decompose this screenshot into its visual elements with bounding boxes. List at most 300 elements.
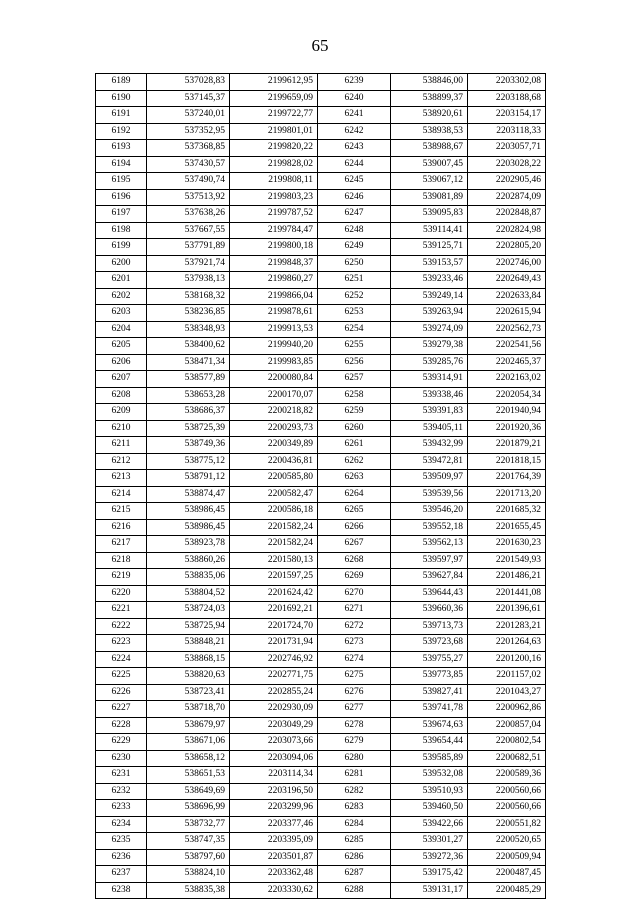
point-number-right: 6259 [318,404,391,421]
y-coordinate-left: 2203395,09 [230,833,318,850]
x-coordinate-right: 539263,94 [391,305,468,322]
y-coordinate-right: 2202848,87 [468,206,546,223]
point-number-right: 6273 [318,635,391,652]
y-coordinate-left: 2199803,23 [230,189,318,206]
x-coordinate-right: 539279,38 [391,338,468,355]
y-coordinate-left: 2199848,37 [230,255,318,272]
y-coordinate-left: 2203094,06 [230,750,318,767]
x-coordinate-right: 539007,45 [391,156,468,173]
y-coordinate-left: 2199787,52 [230,206,318,223]
y-coordinate-right: 2202054,34 [468,387,546,404]
x-coordinate-left: 538791,12 [147,470,230,487]
y-coordinate-right: 2201549,93 [468,552,546,569]
point-number-left: 6222 [96,618,147,635]
point-number-right: 6245 [318,173,391,190]
table-row [96,387,546,404]
x-coordinate-left: 538874,47 [147,486,230,503]
point-number-left: 6221 [96,602,147,619]
table-row [96,503,546,520]
x-coordinate-left: 537513,92 [147,189,230,206]
y-coordinate-right: 2203118,33 [468,123,546,140]
point-number-right: 6250 [318,255,391,272]
table-row [96,107,546,124]
point-number-right: 6279 [318,734,391,751]
point-number-right: 6281 [318,767,391,784]
x-coordinate-left: 538804,52 [147,585,230,602]
x-coordinate-left: 538725,39 [147,420,230,437]
x-coordinate-left: 538725,94 [147,618,230,635]
x-coordinate-right: 539552,18 [391,519,468,536]
point-number-left: 6211 [96,437,147,454]
point-number-left: 6219 [96,569,147,586]
x-coordinate-right: 539314,91 [391,371,468,388]
x-coordinate-right: 539114,41 [391,222,468,239]
x-coordinate-right: 539081,89 [391,189,468,206]
y-coordinate-left: 2199983,85 [230,354,318,371]
table-row [96,783,546,800]
table-row [96,684,546,701]
x-coordinate-left: 538797,60 [147,849,230,866]
y-coordinate-right: 2201713,20 [468,486,546,503]
point-number-right: 6253 [318,305,391,322]
y-coordinate-left: 2201692,21 [230,602,318,619]
point-number-left: 6224 [96,651,147,668]
y-coordinate-left: 2199784,47 [230,222,318,239]
x-coordinate-right: 539067,12 [391,173,468,190]
point-number-left: 6212 [96,453,147,470]
x-coordinate-left: 538732,77 [147,816,230,833]
coordinates-table [95,73,546,899]
point-number-right: 6256 [318,354,391,371]
x-coordinate-left: 538348,93 [147,321,230,338]
y-coordinate-right: 2201264,63 [468,635,546,652]
point-number-left: 6205 [96,338,147,355]
x-coordinate-left: 538577,89 [147,371,230,388]
point-number-right: 6252 [318,288,391,305]
point-number-right: 6284 [318,816,391,833]
y-coordinate-left: 2199866,04 [230,288,318,305]
y-coordinate-left: 2203196,50 [230,783,318,800]
point-number-right: 6267 [318,536,391,553]
x-coordinate-left: 538835,06 [147,569,230,586]
coordinates-table-body [96,74,546,899]
point-number-left: 6229 [96,734,147,751]
point-number-right: 6258 [318,387,391,404]
y-coordinate-left: 2201731,94 [230,635,318,652]
x-coordinate-left: 538835,38 [147,882,230,899]
x-coordinate-left: 538986,45 [147,503,230,520]
table-row [96,569,546,586]
table-row [96,173,546,190]
y-coordinate-left: 2202930,09 [230,701,318,718]
x-coordinate-right: 539233,46 [391,272,468,289]
y-coordinate-left: 2200582,47 [230,486,318,503]
y-coordinate-right: 2202746,00 [468,255,546,272]
point-number-right: 6272 [318,618,391,635]
point-number-left: 6204 [96,321,147,338]
x-coordinate-right: 538899,37 [391,90,468,107]
x-coordinate-right: 538988,67 [391,140,468,157]
table-row [96,866,546,883]
y-coordinate-right: 2200560,66 [468,783,546,800]
y-coordinate-right: 2202905,46 [468,173,546,190]
x-coordinate-right: 539391,83 [391,404,468,421]
table-row [96,354,546,371]
point-number-left: 6223 [96,635,147,652]
point-number-left: 6225 [96,668,147,685]
x-coordinate-left: 538747,35 [147,833,230,850]
table-row [96,717,546,734]
point-number-left: 6216 [96,519,147,536]
page-number: 65 [311,36,329,55]
point-number-left: 6200 [96,255,147,272]
x-coordinate-right: 539510,93 [391,783,468,800]
x-coordinate-left: 537430,57 [147,156,230,173]
table-row [96,618,546,635]
x-coordinate-left: 538848,21 [147,635,230,652]
y-coordinate-right: 2201940,94 [468,404,546,421]
point-number-left: 6198 [96,222,147,239]
x-coordinate-left: 538824,10 [147,866,230,883]
y-coordinate-right: 2203028,22 [468,156,546,173]
y-coordinate-right: 2201655,45 [468,519,546,536]
x-coordinate-right: 539249,14 [391,288,468,305]
table-row [96,338,546,355]
y-coordinate-left: 2200349,89 [230,437,318,454]
x-coordinate-right: 539472,81 [391,453,468,470]
point-number-right: 6246 [318,189,391,206]
table-row [96,420,546,437]
point-number-left: 6227 [96,701,147,718]
x-coordinate-left: 538658,12 [147,750,230,767]
y-coordinate-left: 2199940,20 [230,338,318,355]
x-coordinate-left: 538718,70 [147,701,230,718]
x-coordinate-right: 539338,46 [391,387,468,404]
x-coordinate-left: 538651,53 [147,767,230,784]
y-coordinate-right: 2201283,21 [468,618,546,635]
x-coordinate-right: 538846,00 [391,74,468,91]
y-coordinate-left: 2201624,42 [230,585,318,602]
x-coordinate-left: 538400,62 [147,338,230,355]
y-coordinate-right: 2200962,86 [468,701,546,718]
point-number-right: 6283 [318,800,391,817]
point-number-left: 6228 [96,717,147,734]
point-number-right: 6277 [318,701,391,718]
x-coordinate-left: 537921,74 [147,255,230,272]
y-coordinate-left: 2202746,92 [230,651,318,668]
x-coordinate-right: 539285,76 [391,354,468,371]
y-coordinate-left: 2203377,46 [230,816,318,833]
point-number-right: 6265 [318,503,391,520]
point-number-left: 6203 [96,305,147,322]
table-row [96,800,546,817]
y-coordinate-left: 2203362,48 [230,866,318,883]
point-number-left: 6202 [96,288,147,305]
table-row [96,519,546,536]
y-coordinate-right: 2201818,15 [468,453,546,470]
x-coordinate-left: 538653,28 [147,387,230,404]
point-number-right: 6285 [318,833,391,850]
table-row [96,651,546,668]
y-coordinate-left: 2202771,75 [230,668,318,685]
table-row [96,239,546,256]
table-row [96,453,546,470]
table-row [96,404,546,421]
point-number-right: 6249 [318,239,391,256]
point-number-left: 6231 [96,767,147,784]
point-number-right: 6241 [318,107,391,124]
x-coordinate-right: 539432,99 [391,437,468,454]
x-coordinate-right: 539509,97 [391,470,468,487]
table-row [96,882,546,899]
point-number-right: 6251 [318,272,391,289]
point-number-left: 6201 [96,272,147,289]
x-coordinate-left: 538671,06 [147,734,230,751]
y-coordinate-left: 2199878,61 [230,305,318,322]
x-coordinate-left: 538986,45 [147,519,230,536]
x-coordinate-right: 539405,11 [391,420,468,437]
point-number-left: 6215 [96,503,147,520]
point-number-left: 6217 [96,536,147,553]
y-coordinate-right: 2202805,20 [468,239,546,256]
x-coordinate-left: 537638,26 [147,206,230,223]
point-number-right: 6266 [318,519,391,536]
point-number-left: 6195 [96,173,147,190]
x-coordinate-right: 539713,73 [391,618,468,635]
x-coordinate-left: 538723,41 [147,684,230,701]
point-number-right: 6280 [318,750,391,767]
x-coordinate-right: 539274,09 [391,321,468,338]
table-row [96,90,546,107]
y-coordinate-right: 2201685,32 [468,503,546,520]
x-coordinate-left: 538679,97 [147,717,230,734]
point-number-left: 6235 [96,833,147,850]
table-row [96,123,546,140]
point-number-right: 6271 [318,602,391,619]
y-coordinate-left: 2203299,96 [230,800,318,817]
x-coordinate-left: 538724,03 [147,602,230,619]
table-row [96,470,546,487]
x-coordinate-right: 539546,20 [391,503,468,520]
point-number-right: 6239 [318,74,391,91]
point-number-left: 6209 [96,404,147,421]
point-number-left: 6236 [96,849,147,866]
point-number-left: 6213 [96,470,147,487]
y-coordinate-right: 2202562,73 [468,321,546,338]
table-row [96,222,546,239]
y-coordinate-left: 2199808,11 [230,173,318,190]
x-coordinate-right: 539597,97 [391,552,468,569]
point-number-right: 6242 [318,123,391,140]
point-number-right: 6282 [318,783,391,800]
point-number-right: 6287 [318,866,391,883]
y-coordinate-left: 2203049,29 [230,717,318,734]
table-row [96,272,546,289]
y-coordinate-left: 2199659,09 [230,90,318,107]
point-number-right: 6264 [318,486,391,503]
x-coordinate-right: 539532,08 [391,767,468,784]
table-row [96,305,546,322]
y-coordinate-left: 2200080,84 [230,371,318,388]
point-number-right: 6268 [318,552,391,569]
y-coordinate-left: 2200293,73 [230,420,318,437]
y-coordinate-left: 2199801,01 [230,123,318,140]
x-coordinate-left: 538168,32 [147,288,230,305]
x-coordinate-right: 539153,57 [391,255,468,272]
y-coordinate-right: 2201920,36 [468,420,546,437]
y-coordinate-right: 2202633,84 [468,288,546,305]
y-coordinate-left: 2203073,66 [230,734,318,751]
x-coordinate-right: 539539,56 [391,486,468,503]
point-number-right: 6263 [318,470,391,487]
table-row [96,635,546,652]
y-coordinate-left: 2200585,80 [230,470,318,487]
point-number-left: 6194 [96,156,147,173]
y-coordinate-left: 2202855,24 [230,684,318,701]
point-number-right: 6247 [318,206,391,223]
y-coordinate-right: 2201200,16 [468,651,546,668]
y-coordinate-right: 2200509,94 [468,849,546,866]
point-number-left: 6189 [96,74,147,91]
y-coordinate-left: 2199860,27 [230,272,318,289]
x-coordinate-right: 539773,85 [391,668,468,685]
y-coordinate-left: 2199828,02 [230,156,318,173]
x-coordinate-right: 539644,43 [391,585,468,602]
point-number-left: 6191 [96,107,147,124]
x-coordinate-left: 537667,55 [147,222,230,239]
x-coordinate-right: 539175,42 [391,866,468,883]
point-number-right: 6269 [318,569,391,586]
y-coordinate-left: 2200218,82 [230,404,318,421]
table-row [96,767,546,784]
y-coordinate-right: 2202824,98 [468,222,546,239]
table-row [96,849,546,866]
x-coordinate-left: 538749,36 [147,437,230,454]
y-coordinate-right: 2201486,21 [468,569,546,586]
point-number-left: 6218 [96,552,147,569]
point-number-left: 6207 [96,371,147,388]
x-coordinate-left: 538686,37 [147,404,230,421]
x-coordinate-right: 539125,71 [391,239,468,256]
y-coordinate-right: 2200682,51 [468,750,546,767]
y-coordinate-left: 2203330,62 [230,882,318,899]
point-number-left: 6192 [96,123,147,140]
table-row [96,288,546,305]
y-coordinate-right: 2200551,82 [468,816,546,833]
y-coordinate-left: 2199612,95 [230,74,318,91]
point-number-left: 6208 [96,387,147,404]
y-coordinate-right: 2201157,02 [468,668,546,685]
point-number-left: 6206 [96,354,147,371]
y-coordinate-left: 2203114,34 [230,767,318,784]
point-number-right: 6257 [318,371,391,388]
point-number-left: 6234 [96,816,147,833]
y-coordinate-right: 2201764,39 [468,470,546,487]
table-row [96,486,546,503]
x-coordinate-right: 538938,53 [391,123,468,140]
x-coordinate-left: 537490,74 [147,173,230,190]
x-coordinate-right: 539741,78 [391,701,468,718]
point-number-left: 6230 [96,750,147,767]
table-row [96,833,546,850]
y-coordinate-right: 2203188,68 [468,90,546,107]
y-coordinate-left: 2199800,18 [230,239,318,256]
table-row [96,668,546,685]
table-row [96,585,546,602]
point-number-right: 6260 [318,420,391,437]
y-coordinate-right: 2200560,66 [468,800,546,817]
x-coordinate-left: 538236,85 [147,305,230,322]
x-coordinate-right: 539131,17 [391,882,468,899]
table-row [96,74,546,91]
point-number-left: 6232 [96,783,147,800]
point-number-left: 6237 [96,866,147,883]
point-number-left: 6199 [96,239,147,256]
y-coordinate-right: 2201396,61 [468,602,546,619]
point-number-left: 6238 [96,882,147,899]
table-row [96,156,546,173]
y-coordinate-right: 2203057,71 [468,140,546,157]
point-number-left: 6193 [96,140,147,157]
x-coordinate-right: 539460,50 [391,800,468,817]
x-coordinate-right: 539827,41 [391,684,468,701]
table-row [96,206,546,223]
point-number-right: 6278 [318,717,391,734]
point-number-right: 6262 [318,453,391,470]
point-number-left: 6210 [96,420,147,437]
table-row [96,189,546,206]
x-coordinate-right: 539422,66 [391,816,468,833]
y-coordinate-right: 2200589,36 [468,767,546,784]
y-coordinate-left: 2200436,81 [230,453,318,470]
table-row [96,536,546,553]
x-coordinate-left: 537352,95 [147,123,230,140]
table-row [96,255,546,272]
point-number-right: 6255 [318,338,391,355]
x-coordinate-right: 539095,83 [391,206,468,223]
table-row [96,602,546,619]
point-number-left: 6190 [96,90,147,107]
table-row [96,701,546,718]
point-number-right: 6276 [318,684,391,701]
x-coordinate-right: 539301,27 [391,833,468,850]
y-coordinate-left: 2201724,70 [230,618,318,635]
x-coordinate-left: 537938,13 [147,272,230,289]
x-coordinate-right: 539562,13 [391,536,468,553]
point-number-right: 6243 [318,140,391,157]
x-coordinate-left: 538775,12 [147,453,230,470]
y-coordinate-right: 2202163,02 [468,371,546,388]
x-coordinate-left: 538868,15 [147,651,230,668]
y-coordinate-right: 2202649,43 [468,272,546,289]
x-coordinate-left: 537145,37 [147,90,230,107]
y-coordinate-right: 2200485,29 [468,882,546,899]
x-coordinate-right: 539654,44 [391,734,468,751]
x-coordinate-left: 538696,99 [147,800,230,817]
y-coordinate-left: 2200586,18 [230,503,318,520]
point-number-right: 6274 [318,651,391,668]
point-number-right: 6240 [318,90,391,107]
point-number-right: 6261 [318,437,391,454]
point-number-right: 6270 [318,585,391,602]
y-coordinate-right: 2203302,08 [468,74,546,91]
y-coordinate-right: 2201879,21 [468,437,546,454]
x-coordinate-right: 539755,27 [391,651,468,668]
y-coordinate-right: 2200857,04 [468,717,546,734]
point-number-left: 6233 [96,800,147,817]
y-coordinate-left: 2201582,24 [230,519,318,536]
point-number-left: 6220 [96,585,147,602]
